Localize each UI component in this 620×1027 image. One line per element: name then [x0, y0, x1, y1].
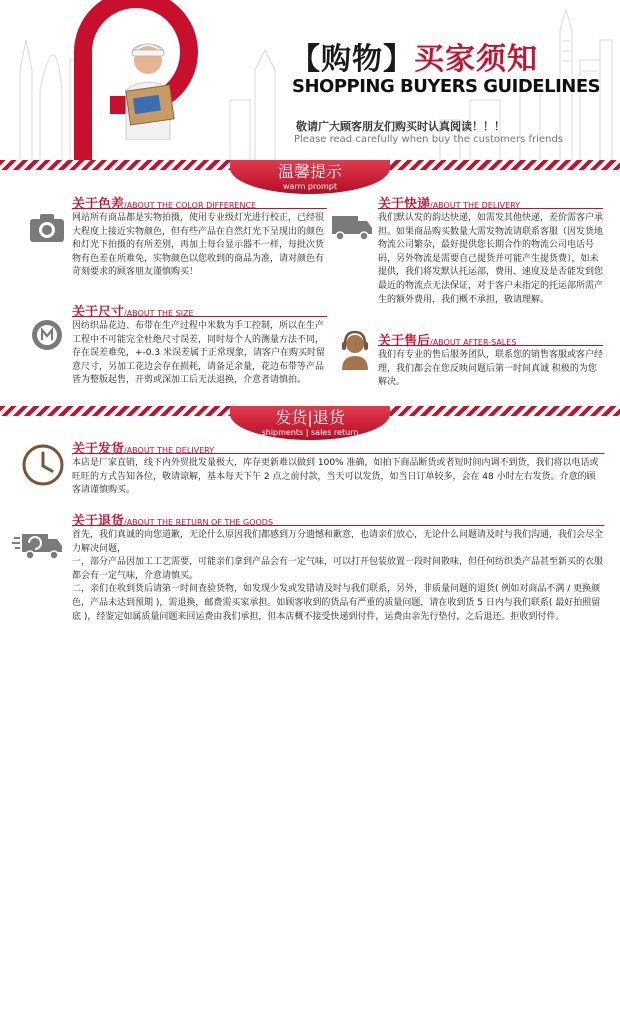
- ribbon-title-cn: 发货|退货: [275, 408, 345, 427]
- section-shipping: [72, 438, 604, 498]
- section-size: [72, 301, 327, 388]
- section-title-cn: 关于发货: [72, 442, 125, 457]
- section-body: 本店是厂家直销，线下内外贸批发量极大，库存更新难以做到 100% 准确，如拍下商品断货或者短时间内调不到货，我们将以电话或旺旺的方式告知各位，敬请谅解，基本每天下午 2 点之前付款，当天可以发货，如当日订单较多，会在 48 小时左右发货。介意的顾客请谨慎购买。: [72, 458, 599, 496]
- courier-with-box-illustration: [88, 30, 198, 140]
- page-title-english: SHOPPING BUYERS GUIDELINES: [292, 76, 601, 97]
- section-body: 我们有专业的售后服务团队，联系您的销售客服或客户经理，我们都会在您反映问题后第一时间真诚 积极的为您解决。: [378, 350, 604, 388]
- title-bracket-right: 】: [383, 42, 414, 77]
- page-title: [290, 34, 538, 78]
- header-banner: [0, 0, 620, 160]
- section-returns: [72, 510, 604, 624]
- section-title-en: /ABOUT THE SIZE: [124, 309, 194, 318]
- section-title-en: /ABOUT THE DELIVERY: [430, 201, 521, 210]
- section-body: 网站所有商品都是实物拍摄，使用专业级灯光进行校正，已经很大程度上接近实物颜色，但有些产品在自然灯光下呈现出的颜色和灯光下拍摄的有所差别，再加上每台显示器不一样，每批次货物有色差在所难免，实物颜色以您收到的商品为准，请对颜色有苛刻要求的顾客朋友谨慎购买！: [72, 213, 325, 278]
- section-body-point-1: 一，部分产品因加工工艺需要，可能亲们拿到产品会有一定气味，可以打开包装放置一段时间散味，但任何纺织类产品甚至新买的衣服都会有一定气味，介意请慎买。: [72, 557, 604, 581]
- read-notice-cn: 敬请广大顾客朋友们购买时认真阅读！！！: [296, 120, 505, 133]
- section-after-sales: [378, 330, 603, 390]
- section-header: [72, 193, 327, 212]
- section-title-cn: 关于色差: [72, 197, 125, 212]
- ribbon-title-en: shipments | sales return: [261, 428, 359, 437]
- warm-prompt-ribbon: [230, 160, 390, 194]
- section-header: [378, 330, 603, 349]
- tape-measure-icon: [30, 318, 64, 352]
- clock-icon: [22, 444, 64, 486]
- section-header: [72, 301, 327, 320]
- section-body: 我们默认发的韵达快递，如需发其他快递，差价需客户承担。如果商品购买数量大需发物流请联系客服（因发货地物流公司繁杂，最好提供您长期合作的物流公司电话号码，另外物流是需要自己提货并可能产生提货费），如未提供，我们将发默认托运部，费用、速度及是否能发到您最近的物流点无法保证，对于客户未指定的托运部所需产生的额外费用，我们概不承担，敬请理解。: [378, 213, 604, 305]
- section-title-cn: 关于快递: [378, 197, 431, 212]
- shipments-returns-ribbon: [230, 406, 390, 440]
- section-title-en: /ABOUT THE DELIVERY: [124, 446, 215, 455]
- ribbon-title-cn: 温馨提示: [277, 162, 342, 181]
- camera-icon: [28, 212, 66, 244]
- section-title-en: /ABOUT THE RETURN OF THE GOODS: [124, 518, 274, 527]
- section-title-cn: 关于售后: [378, 334, 431, 349]
- read-notice-en: Please read carefully when buy the customers friends: [294, 134, 564, 145]
- title-bracket-left: 【: [290, 42, 321, 77]
- section-title-cn: 关于尺寸: [72, 305, 125, 320]
- truck-icon: [330, 212, 374, 242]
- return-truck-icon: [12, 530, 66, 562]
- section-body-intro: 首先，我们真诚的向您道歉，无论什么原因我们都感到万分遗憾和歉意，也请亲们放心，无论什么问题请及时与我们沟通，我们会尽全力解决问题，: [72, 530, 604, 554]
- section-body: 因纺织品花边、布带在生产过程中米数为手工控制，所以在生产工程中不可能完全杜绝尺寸误差，同时每个人的测量方法不同，存在误差难免，+-0.3 米误差属于正常现象，请客户在购买时留意尺寸，另加工花边会存在损耗，请备足余量，花边布带等产品皆为整版起售，开剪或深加工后无法退换，介意者请慎拍。: [72, 321, 325, 386]
- ribbon-title-en: warm prompt: [282, 182, 338, 191]
- section-title-en: /ABOUT AFTER-SALES: [430, 338, 517, 347]
- section-body-point-2: 二，亲们在收到货后请第一时间查验货物，如发现少发或发错请及时与我们联系，另外，非质量问题的退货( 例如对商品不满 / 更换颜色，产品未达到预期 )，需退换，邮费需买家承担。如顾客收到的货品有严重的质量问题，请在收到货 5 日内与我们联系( 最好拍照留底 )，经鉴定如属质量问题来回运费由我们承担，但本店概不接受快递到付件，运费由亲先行垫付，之后退还。拒收到付件。: [72, 584, 601, 622]
- section-header: [72, 510, 604, 529]
- section-title-en: /ABOUT THE COLOR DIFFERENCE: [124, 201, 257, 210]
- service-agent-icon: [338, 330, 372, 370]
- section-color-difference: [72, 193, 327, 280]
- section-header: [72, 438, 604, 457]
- title-part-buyer-notice: 买家须知: [414, 42, 538, 77]
- section-delivery: [378, 193, 603, 307]
- section-title-cn: 关于退货: [72, 514, 125, 529]
- section-header: [378, 193, 603, 212]
- title-part-shopping: 购物: [321, 42, 383, 77]
